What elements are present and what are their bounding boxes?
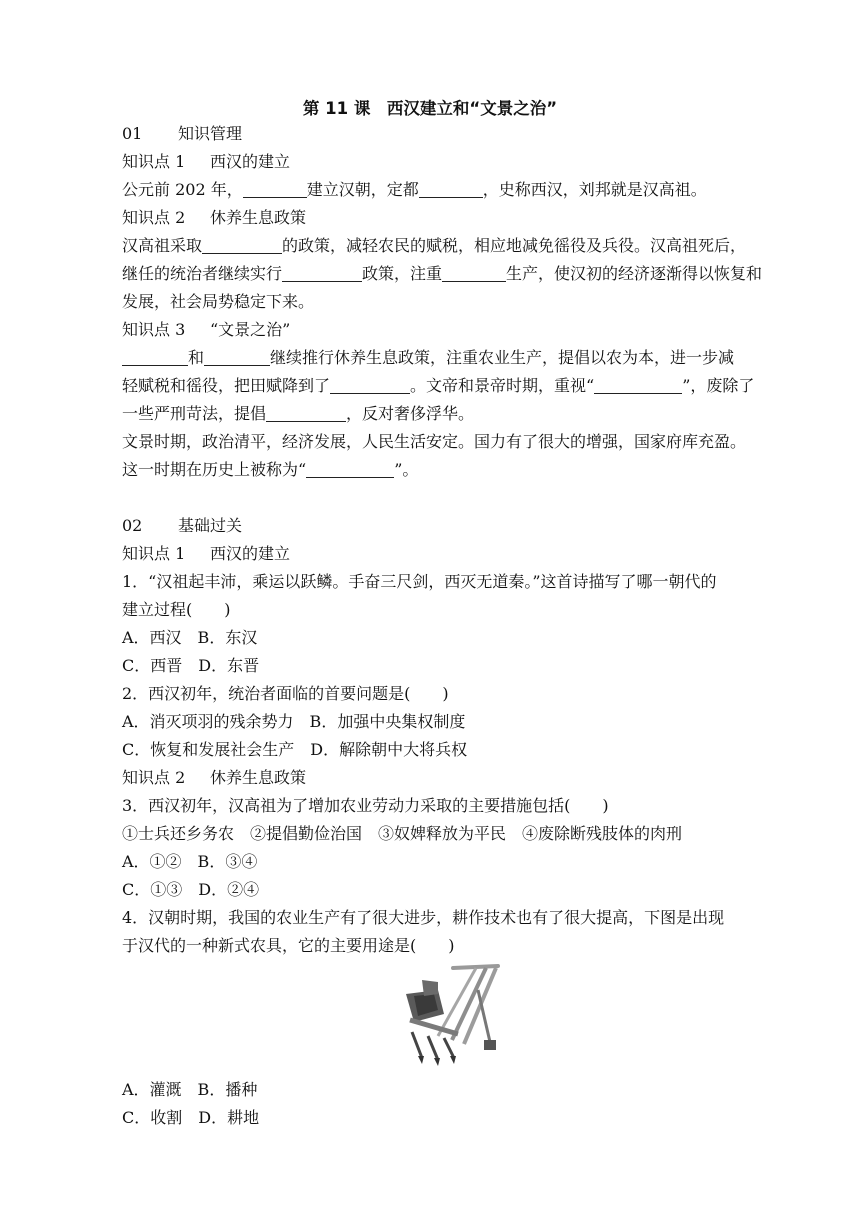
section-label: 基础过关 — [178, 516, 243, 535]
question-4-options-ab[interactable]: A．灌溉 B．播种 — [122, 1080, 258, 1099]
question-1-stem-cont: 建立过程( ) — [122, 600, 231, 619]
text: 继续推行休养生息政策，注重农业生产，提倡以农为本，进一步减 — [270, 348, 735, 367]
fill-blank[interactable] — [266, 405, 346, 422]
fill-blank[interactable] — [122, 349, 188, 366]
question-1-options-cd[interactable]: C．西晋 D．东晋 — [122, 656, 260, 675]
text: ”。 — [394, 460, 419, 479]
text: 继任的统治者继续实行 — [122, 264, 283, 283]
fill-blank[interactable] — [243, 181, 307, 198]
question-3-stem: 3．西汉初年，汉高祖为了增加农业劳动力采取的主要措施包括( ) — [122, 796, 609, 815]
text: ，史称西汉，刘邦就是汉高祖。 — [482, 180, 707, 199]
knowledge-point-heading — [122, 544, 290, 566]
question-4-options-cd[interactable]: C．收割 D．耕地 — [122, 1108, 260, 1127]
section-heading-basics — [122, 516, 242, 538]
text: ，反对奢侈浮华。 — [346, 404, 475, 423]
text: 的政策，减轻农民的赋税，相应地减免徭役及兵役。汉高祖死后， — [282, 236, 747, 255]
paragraph-line — [122, 264, 762, 286]
paragraph-line: 发展，社会局势稳定下来。 — [122, 292, 315, 311]
fill-blank[interactable] — [330, 377, 410, 394]
knowledge-point-heading — [122, 152, 290, 174]
page-title: 第 11 课 西汉建立和“文景之治” — [302, 99, 558, 118]
section-heading-knowledge — [122, 124, 242, 146]
paragraph-line — [122, 348, 734, 370]
knowledge-point-heading — [122, 768, 306, 790]
kp-label: 知识点 2 — [122, 208, 186, 227]
text: 和 — [188, 348, 205, 367]
kp-label: 知识点 1 — [122, 544, 186, 563]
fill-blank[interactable] — [204, 349, 270, 366]
kp-name: 休养生息政策 — [210, 208, 307, 227]
paragraph-line — [122, 180, 707, 202]
text: 政策，注重 — [362, 264, 443, 283]
paragraph-line — [122, 404, 474, 426]
section-number: 02 — [122, 516, 143, 535]
paragraph-line — [122, 376, 754, 398]
question-3-items: ①士兵还乡务农 ②提倡勤俭治国 ③奴婢释放为平民 ④废除断残肢体的肉刑 — [122, 824, 683, 843]
kp-name: 西汉的建立 — [210, 544, 291, 563]
paragraph-line — [122, 460, 418, 482]
text: 建立汉朝，定都 — [306, 180, 419, 199]
text: 这一时期在历史上被称为“ — [122, 460, 307, 479]
kp-label: 知识点 3 — [122, 320, 186, 339]
fill-blank[interactable] — [306, 461, 394, 478]
fill-blank[interactable] — [594, 377, 682, 394]
question-4-stem-cont: 于汉代的一种新式农具，它的主要用途是( ) — [122, 936, 455, 955]
question-2-options-ab[interactable]: A．消灭项羽的残余势力 B．加强中央集权制度 — [122, 712, 466, 731]
fill-blank[interactable] — [419, 181, 483, 198]
seed-drill-image — [398, 960, 506, 1068]
question-3-options-ab[interactable]: A．①② B．③④ — [122, 852, 258, 871]
knowledge-point-heading — [122, 208, 306, 230]
text: ”，废除了 — [682, 376, 755, 395]
section-number: 01 — [122, 124, 143, 143]
text: 。文帝和景帝时期，重视“ — [410, 376, 595, 395]
kp-label: 知识点 2 — [122, 768, 186, 787]
text: 公元前 202 年， — [122, 180, 243, 199]
paragraph-line: 文景时期，政治清平，经济发展，人民生活安定。国力有了很大的增强，国家府库充盈。 — [122, 432, 747, 451]
question-2-stem: 2．西汉初年，统治者面临的首要问题是( ) — [122, 684, 449, 703]
text: 一些严刑苛法，提倡 — [122, 404, 267, 423]
fill-blank[interactable] — [442, 265, 506, 282]
text: 轻赋税和徭役，把田赋降到了 — [122, 376, 331, 395]
text: 生产，使汉初的经济逐渐得以恢复和 — [506, 264, 763, 283]
knowledge-point-heading — [122, 320, 290, 342]
question-2-options-cd[interactable]: C．恢复和发展社会生产 D．解除朝中大将兵权 — [122, 740, 468, 759]
kp-name: 西汉的建立 — [210, 152, 291, 171]
kp-name: “文景之治” — [210, 320, 291, 339]
question-3-options-cd[interactable]: C．①③ D．②④ — [122, 880, 260, 899]
kp-label: 知识点 1 — [122, 152, 186, 171]
fill-blank[interactable] — [202, 237, 282, 254]
fill-blank[interactable] — [282, 265, 362, 282]
question-4-stem: 4．汉朝时期，我国的农业生产有了很大进步，耕作技术也有了很大提高，下图是出现 — [122, 908, 725, 927]
kp-name: 休养生息政策 — [210, 768, 307, 787]
question-1-stem: 1．“汉祖起丰沛，乘运以跃鳞。手奋三尺剑，西灭无道秦。”这首诗描写了哪一朝代的 — [122, 572, 717, 591]
text: 汉高祖采取 — [122, 236, 203, 255]
section-label: 知识管理 — [178, 124, 243, 143]
question-1-options-ab[interactable]: A．西汉 B．东汉 — [122, 628, 258, 647]
paragraph-line — [122, 236, 746, 258]
